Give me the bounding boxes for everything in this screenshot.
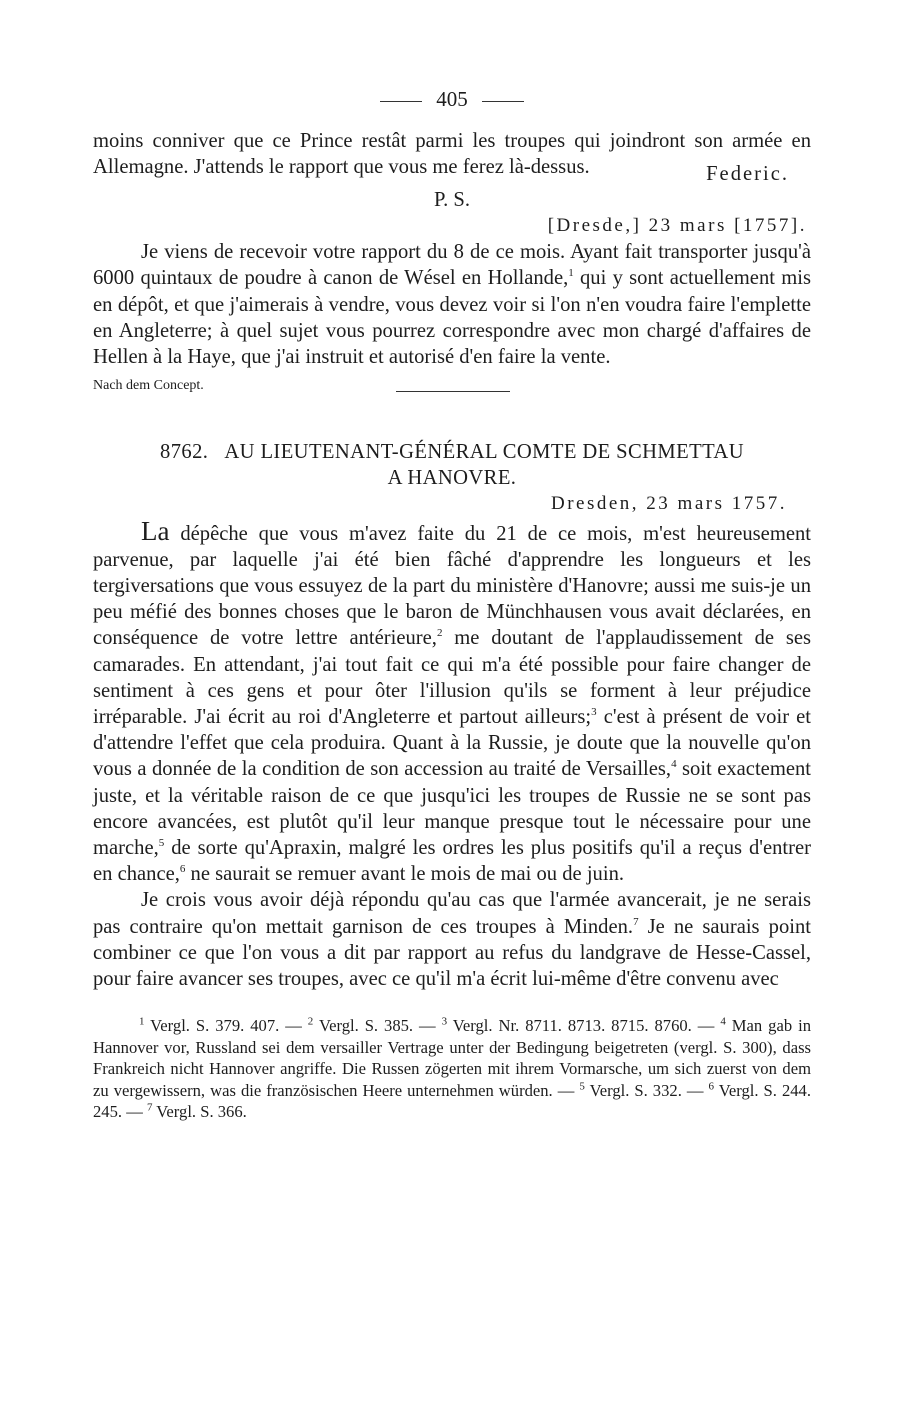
footnote-ref: 6 [179, 863, 186, 876]
postscript-dateline: [Dresde,] 23 mars [1757]. [547, 215, 807, 237]
letter-text: ne saurait se remuer avant le mois de mai ou de juin. [185, 863, 625, 886]
postscript-text: qui y sont actuellement mis en dépôt, et que j'aimerais à vendre, vous devez voir si l'on n'en voudra faire l'emplette en Angleterre; à quel sujet vous pourrez correspondre avec mon chargé d'affaires de Hellen à la Haye, que j'ai instruit et autorisé d'en faire la vente. [93, 267, 811, 369]
letter-paragraph-2 [93, 887, 811, 992]
header-dash-left [380, 101, 422, 102]
footnote-marker: 2 [307, 1015, 314, 1028]
page-number: 405 [436, 87, 468, 111]
letter-text: dépêche que vous m'avez faite du 21 de ce mois, m'est heureusement parvenue, par laquelle j'ai été bien fâché d'apprendre les longueurs et les tergiversations que vous essuyez de la part du ministère d'Hanovre; aussi me suis-je un peu méfié des bonnes choses que le baron de Münchhausen vous avait déclarées, en conséquence de votre lettre antérieure, [93, 522, 811, 650]
footnote-ref: 2 [436, 627, 443, 640]
footnote-text: Vergl. S. 332. — [584, 1080, 709, 1100]
letter-text: Je ne saurais point combiner ce que l'on vous a dit par rapport au refus du landgrave de Hesse-Cassel, pour faire avancer ses troupes, avec ce qu'il m'a écrit lui-même d'être convenu avec [93, 915, 811, 991]
postscript-label: P. S. [433, 188, 471, 211]
intro-paragraph: moins conniver que ce Prince restât parmi les troupes qui joindront son armée en Allemagne. J'attends le rapport que vous me ferez là-dessus. [93, 130, 811, 179]
letter-title-line1 [93, 439, 811, 465]
footnote-text: Vergl. S. 366. [152, 1102, 247, 1122]
footnote-marker: 4 [720, 1015, 726, 1028]
letter-number: 8762. [160, 441, 209, 464]
document-page [93, 86, 811, 1123]
dropcap: La [141, 515, 170, 546]
footnote-ref: 3 [591, 706, 597, 719]
postscript-body [93, 239, 811, 370]
letter-text: de sorte qu'Apraxin, malgré les ordres les plus positifs qu'il a reçus d'entrer en chance, [93, 837, 811, 886]
letter-text: c'est à présent de voir et d'attendre l'effet que cela produira. Quant à la Russie, je doute que la nouvelle qu'on vous a donnée de la condition de son accession au traité de Versailles, [93, 706, 812, 781]
page-header [93, 86, 811, 112]
footnote-ref: 5 [158, 837, 165, 850]
section-divider [396, 391, 510, 392]
footnote-text: Vergl. Nr. 8711. 8713. 8715. 8760. — [447, 1016, 721, 1036]
letter-text: me doutant de l'applaudissement de ses camarades. En attendant, j'ai tout fait ce qui m'a été possible pour faire changer de sentiment à ces gens et pour ôter l'illusion qu'ils se forment à leur préjudice irréparable. J'ai écrit au roi d'Angleterre et partout ailleurs; [93, 627, 811, 729]
letter-dateline: Dresden, 23 mars 1757. [551, 493, 787, 515]
footnote-text: Man gab in Hannover vor, Russland sei dem versailler Vertrage unter der Bedingung beigetreten (vergl. S. 300), dass Frankreich nicht Hannover angriffe. Die Russen zögerten mit ihrem Vormarsche, um sich zuerst von dem zu vergewissern, was die französischen Heere unternehmen würden. — [93, 1016, 811, 1100]
footnote-ref: 4 [671, 758, 677, 771]
letter-title-line2: A HANOVRE. [387, 467, 517, 490]
footnote-ref: 1 [568, 267, 574, 280]
footnote-text: Vergl. S. 385. — [313, 1016, 442, 1036]
footnote-marker: 1 [139, 1015, 145, 1028]
letter-heading [93, 439, 811, 491]
footnote-marker: 6 [708, 1080, 714, 1093]
footnotes [93, 1015, 811, 1123]
letter-text: Je crois vous avoir déjà répondu qu'au cas que l'armée avancerait, je ne serais pas contraire qu'on mettait garnison de ces troupes à Minden. [93, 889, 811, 938]
signature-text: Federic. [706, 162, 789, 185]
footnote-text: Vergl. S. 379. 407. — [144, 1016, 308, 1036]
footnote-marker: 3 [441, 1015, 448, 1028]
postscript-text: Je viens de recevoir votre rapport du 8 de ce mois. Ayant fait transporter jusqu'à 6000 quintaux de poudre à canon de Wésel en Hollande, [93, 241, 811, 290]
footnote-marker: 5 [579, 1080, 585, 1093]
letter-paragraph-1 [93, 515, 812, 888]
source-note: Nach dem Concept. [93, 378, 204, 394]
footnote-ref: 7 [633, 915, 639, 928]
footnote-marker: 7 [146, 1101, 153, 1114]
footnote-text: Vergl. S. 244. 245. — [93, 1080, 811, 1122]
letter-text: soit exactement juste, et la véritable raison de ce que jusqu'ici les troupes de Russie ne se sont pas encore avancées, est plutôt qu'il leur manque presque tout le nécessaire pour une marche, [93, 758, 811, 860]
letter-title: AU LIEUTENANT-GÉNÉRAL COMTE DE SCHMETTAU [224, 441, 744, 464]
header-dash-right [482, 101, 524, 102]
